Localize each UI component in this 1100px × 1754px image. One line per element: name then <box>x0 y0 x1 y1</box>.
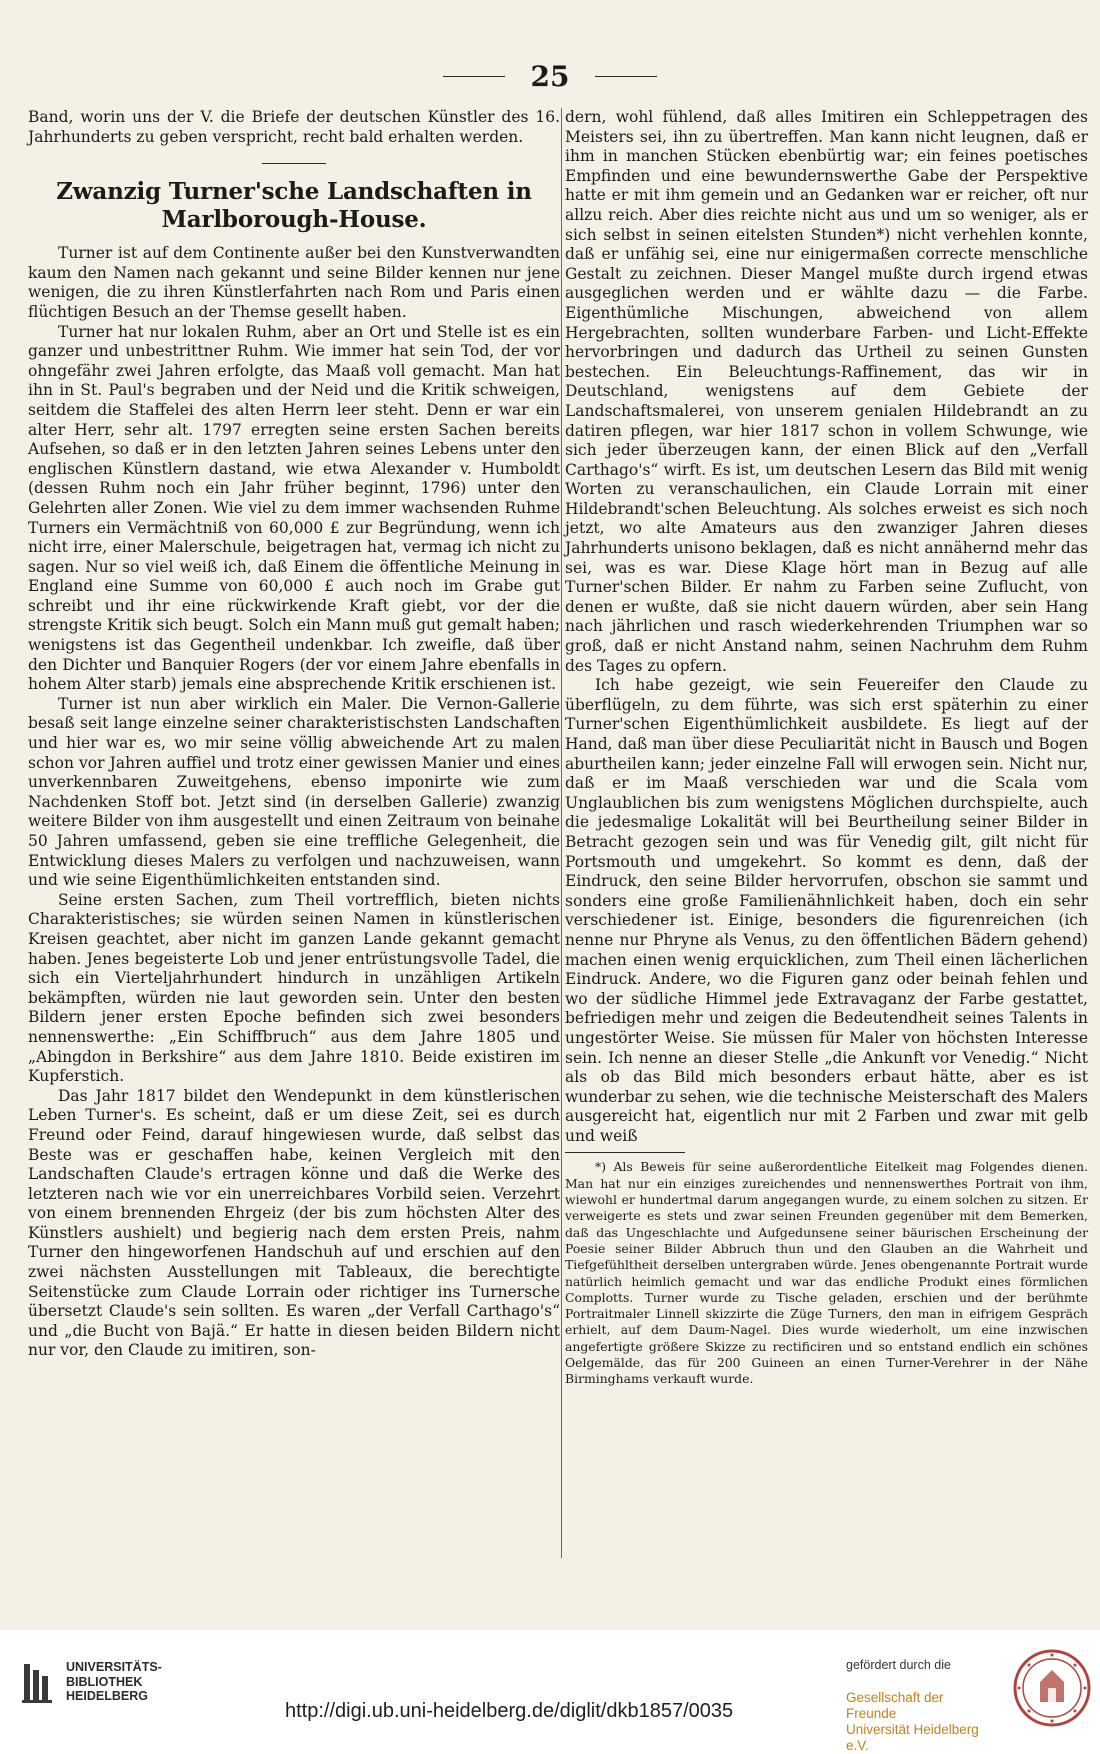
footnote <box>565 1159 1088 1387</box>
viewer-footer <box>0 1630 1100 1753</box>
left-column <box>28 108 560 1361</box>
article-heading: Zwanzig Turner'sche Landschaften in Marlborough-House. <box>56 178 532 234</box>
column-divider <box>561 108 562 1558</box>
library-logo-icon <box>22 1660 56 1704</box>
intro-paragraph: Band, worin uns der V. die Briefe der deutschen Künstler des 16. Jahrhunderts zu geben verspricht, recht bald erhalten werden. <box>28 108 560 146</box>
body-paragraph: Das Jahr 1817 bildet den Wendepunkt in dem künstlerischen Leben Turner's. Es scheint, daß er um diese Zeit, sei es durch Freund oder Feind, darauf hingewiesen wurde, daß selbst das Beste was er geschaffen habe, keinen Vergleich mit den Landschaften Claude's ertragen könne und daß die Werke des letzteren nach wie vor ein unerreichbares Vorbild seien. Verzehrt von einem brennenden Ehrgeiz (der bis zum höchsten Alter des Künstlers aushielt) und begierig nach dem ersten Preis, nahm Turner den hingeworfenen Handschuh auf und erschien auf den zwei nächsten Ausstellungen mit Tableaux, die berechtigte Seitenstücke zum Claude Lorrain oder richtiger ins Turnersche übersetzt Claude's sein sollten. Es waren „der Verfall Carthago's“ und „die Bucht von Bajä.“ Er hatte in diesen beiden Bildern nicht nur vor, den Claude zu imitiren, son- <box>28 1086 560 1360</box>
sponsor-lead: gefördert durch die <box>846 1658 951 1672</box>
page-number-rule-right <box>595 76 657 77</box>
body-paragraph: Turner ist nun aber wirklich ein Maler. Die Vernon-Gallerie besaß seit lange einzelne seiner charakteristischsten Landschaften und hier war es, wo mir seine völlig abweichende Art zu malen schon vor Jahren auffiel und trotz einer gewissen Manier und eines unverkennbaren Zuweitgehens, ebenso imponirte wie zum Nachdenken Stoff bot. Jetzt sind (in derselben Gallerie) zwanzig weitere Bilder von ihm ausgestellt und einen Zeitraum von beinahe 50 Jahren umfassend, geben sie eine treffliche Gelegenheit, die Entwicklung dieses Malers zu verfolgen und nachzuweisen, wann und wie seine Eigenthümlichkeiten entstanden sind. <box>28 694 560 890</box>
body-paragraph: Seine ersten Sachen, zum Theil vortrefflich, bieten nichts Charakteristisches; sie würden seinen Namen in künstlerischen Kreisen geachtet, aber nicht im ganzen Lande gekannt gemacht haben. Jenes begeisterte Lob und jener entrüstungsvolle Tadel, die sich ein Vierteljahrhundert hindurch in unzähligen Artikeln bekämpften, würden nie laut geworden sein. Unter den besten Bildern jener ersten Epoche befinden sich zwei besonders nennenswerthe: „Ein Schiffbruch“ aus dem Jahre 1805 und „Abingdon in Berkshire“ aus dem Jahre 1810. Beide existiren im Kupferstich. <box>28 890 560 1086</box>
section-divider <box>262 163 326 164</box>
page-number-rule-left <box>443 76 505 77</box>
right-column <box>565 108 1088 1388</box>
footnote-text: *) Als Beweis für seine außerordentliche Eitelkeit mag Folgendes dienen. Man hat nur ein einziges zureichendes und nennenswerthes Portrait von ihm, wiewohl er hundertmal darum angegangen wurde, zu einem solchen zu sitzen. Er verweigerte es stets und zwar seinen Freunden gegenüber mit dem Bemerken, daß das Ungeschlachte und Aufgedunsene seiner bäurischen Erscheinung der Poesie seiner Bilder Abbruch thun und den Glauben an die Wahrheit und Tiefgefühltheit derselben untergraben würde. Jenes obengenannte Portrait wurde natürlich heimlich gemacht und war das endliche Produkt eines förmlichen Complotts. Turner wurde zu Tische geladen, erschien und der berühmte Portraitmaler Linnell skizzirte die Züge Turners, den man in eifrigem Gespräch erhielt, auf dem Daum-Nagel. Dies wurde wiederholt, um eine inzwischen angefertigte größere Skizze zu rectificiren und so entstand endlich ein schönes Oelgemälde, das für 200 Guineen an einen Turner-Verehrer in der Nähe Birminghams verkauft wurde. <box>565 1159 1088 1387</box>
page-number-row <box>0 58 1100 94</box>
body-paragraph: Turner ist auf dem Continente außer bei den Kunstverwandten kaum den Namen nach gekannt und seine Bilder kennen nur jene wenigen, die zu ihren Künstlerfahrten nach Rom und Paris einen flüchtigen Besuch an der Themse gesellt haben. <box>28 244 560 321</box>
library-logo[interactable] <box>22 1660 162 1704</box>
permalink-url[interactable]: http://digi.ub.uni-heidelberg.de/diglit/dkb1857/0035 <box>285 1700 734 1722</box>
body-paragraph: Ich habe gezeigt, wie sein Feuereifer den Claude zu überflügeln, zu dem führte, was sich erst späterhin zu einer Turner'schen Eigenthümlichkeit ausbildete. Es liegt auf der Hand, daß man über diese Peculiarität nicht in Bausch und Bogen aburtheilen kann; jeder einzelne Fall will erwogen sein. Nicht nur, daß er im Maaß verschieden war und die Scala vom Unglaublichen bis zum wenigstens Möglichen durchspielte, auch die jedesmalige Lokalität will bei Beurtheilung seiner Bilder in Betracht gezogen sein und was für Venedig gilt, gilt nicht für Portsmouth und umgekehrt. So kommt es denn, daß der Eindruck, den seine Bilder hervorrufen, obschon sie sammt und sonders eine große Familienähnlichkeit haben, doch ein sehr verschiedener ist. Einige, besonders die figurenreichen (ich nenne nur Phryne als Venus, zu den öffentlichen Bädern gehend) machen einen wenig erquicklichen, zum Theil einen lächerlichen Eindruck. Andere, wo die Figuren ganz oder beinah fehlen und wo der südliche Himmel jede Extravaganz der Farbe gestattet, befriedigen mehr und zeigen die Bedeutendheit seines Talents in ungestörter Weise. Sie müssen für Maler von höchsten Interesse sein. Ich nenne an dieser Stelle „die Ankunft vor Venedig.“ Nicht als ob das Bild mich besonders erbaut hätte, aber es ist wunderbar zu sehen, wie die technische Meisterschaft des Malers ausgereicht hat, eigentlich nur mit 2 Farben und zwar mit gelb und weiß <box>565 676 1088 1145</box>
sponsor-name: Gesellschaft der Freunde Universität Heidelberg e.V. <box>846 1690 979 1753</box>
sponsor-block[interactable] <box>846 1658 996 1754</box>
page-number: 25 <box>530 59 570 93</box>
body-paragraph: Turner hat nur lokalen Ruhm, aber an Ort und Stelle ist es ein ganzer und unbestrittner Ruhm. Wie immer hat sein Tod, der vor ohngefähr zwei Jahren erfolgte, das Maaß voll gemacht. Man hat ihn in St. Paul's begraben und der Neid und die Kritik schweigen, seitdem die Staffelei des alten Herrn leer steht. Denn er war ein alter Herr, sehr alt. 1797 erregten seine ersten Sachen bereits Aufsehen, so daß er in den letzten Jahren seines Lebens unter den englischen Künstlern dastand, wie etwa Alexander v. Humboldt (dessen Ruhm noch ein Jahr früher beginnt, 1796) unter den Gelehrten aller Zonen. Wie viel zu dem immer wachsenden Ruhme Turners ein Vermächtniß von 60,000 £ zur Begründung, wenn ich nicht irre, einer Malerschule, beigetragen hat, vermag ich nicht zu sagen. Nur so viel weiß ich, daß Einem die öffentliche Meinung in England eine Summe von 60,000 £ auch noch im Grabe gut schreibt und ihr eine rückwirkende Kraft giebt, vor der die strengste Kritik sich beugt. Solch ein Mann muß gut gemalt haben; wenigstens ist das Gegentheil undenkbar. Ich zweifle, daß über den Dichter und Banquier Rogers (der vor einem Jahre ebenfalls in hohem Alter starb) jemals eine absprechende Kritik erschienen ist. <box>28 322 560 694</box>
footnote-rule <box>565 1152 685 1153</box>
library-name: UNIVERSITÄTS- BIBLIOTHEK HEIDELBERG <box>66 1660 162 1704</box>
body-paragraph: dern, wohl fühlend, daß alles Imitiren ein Schleppetragen des Meisters sei, ihn zu übertreffen. Man kann nicht leugnen, daß er ihm in manchen Stücken ebenbürtig war; ein feines poetisches Empfinden und eine bewundernswerthe Gabe der Perspektive hatte er mit ihm gemein und an Gedanken war er reicher, oft nur allzu reich. Aber dies reichte nicht aus und um so weniger, als er sich selbst in seinen eitelsten Stunden*) nicht verhehlen konnte, daß er unfähig sei, eine nur einigermaßen correcte menschliche Gestalt zu zeichnen. Dieser Mangel mußte durch irgend etwas ausgeglichen werden und er wählte dazu — die Farbe. Eigenthümliche Mischungen, abweichend von allem Hergebrachten, sollten wunderbare Farben- und Licht-Effekte hervorbringen und dadurch das Urtheil zu seinen Gunsten bestechen. Ein Beleuchtungs-Raffinement, das wir in Deutschland, wenigstens auf dem Gebiete der Landschaftsmalerei, von unserem genialen Hildebrandt an zu datiren pflegen, war hier 1817 schon in vollem Schwunge, wie sich jeder überzeugen kann, der einen Blick auf den „Verfall Carthago's“ wirft. Es ist, um deutschen Lesern das Bild mit wenig Worten zu veranschaulichen, ein Claude Lorrain mit einer Hildebrandt'schen Beleuchtung. Als solches erweist es sich noch jetzt, wo alte Amateurs aus den zwanziger Jahren dieses Jahrhunderts unisono beklagen, daß es nicht annähernd mehr das sei, was es war. Diese Klage hört man in Bezug auf alle Turner'schen Bilder. Er nahm zu Farben seine Zuflucht, von denen er wußte, daß sie nicht dauern würden, aber sein Hang nach jährlichen und rasch wiederkehrenden Triumphen war so groß, daß er nicht Anstand nahm, seinen Nachruhm dem Ruhm des Tages zu opfern. <box>565 108 1088 675</box>
university-seal-icon <box>1012 1648 1092 1728</box>
